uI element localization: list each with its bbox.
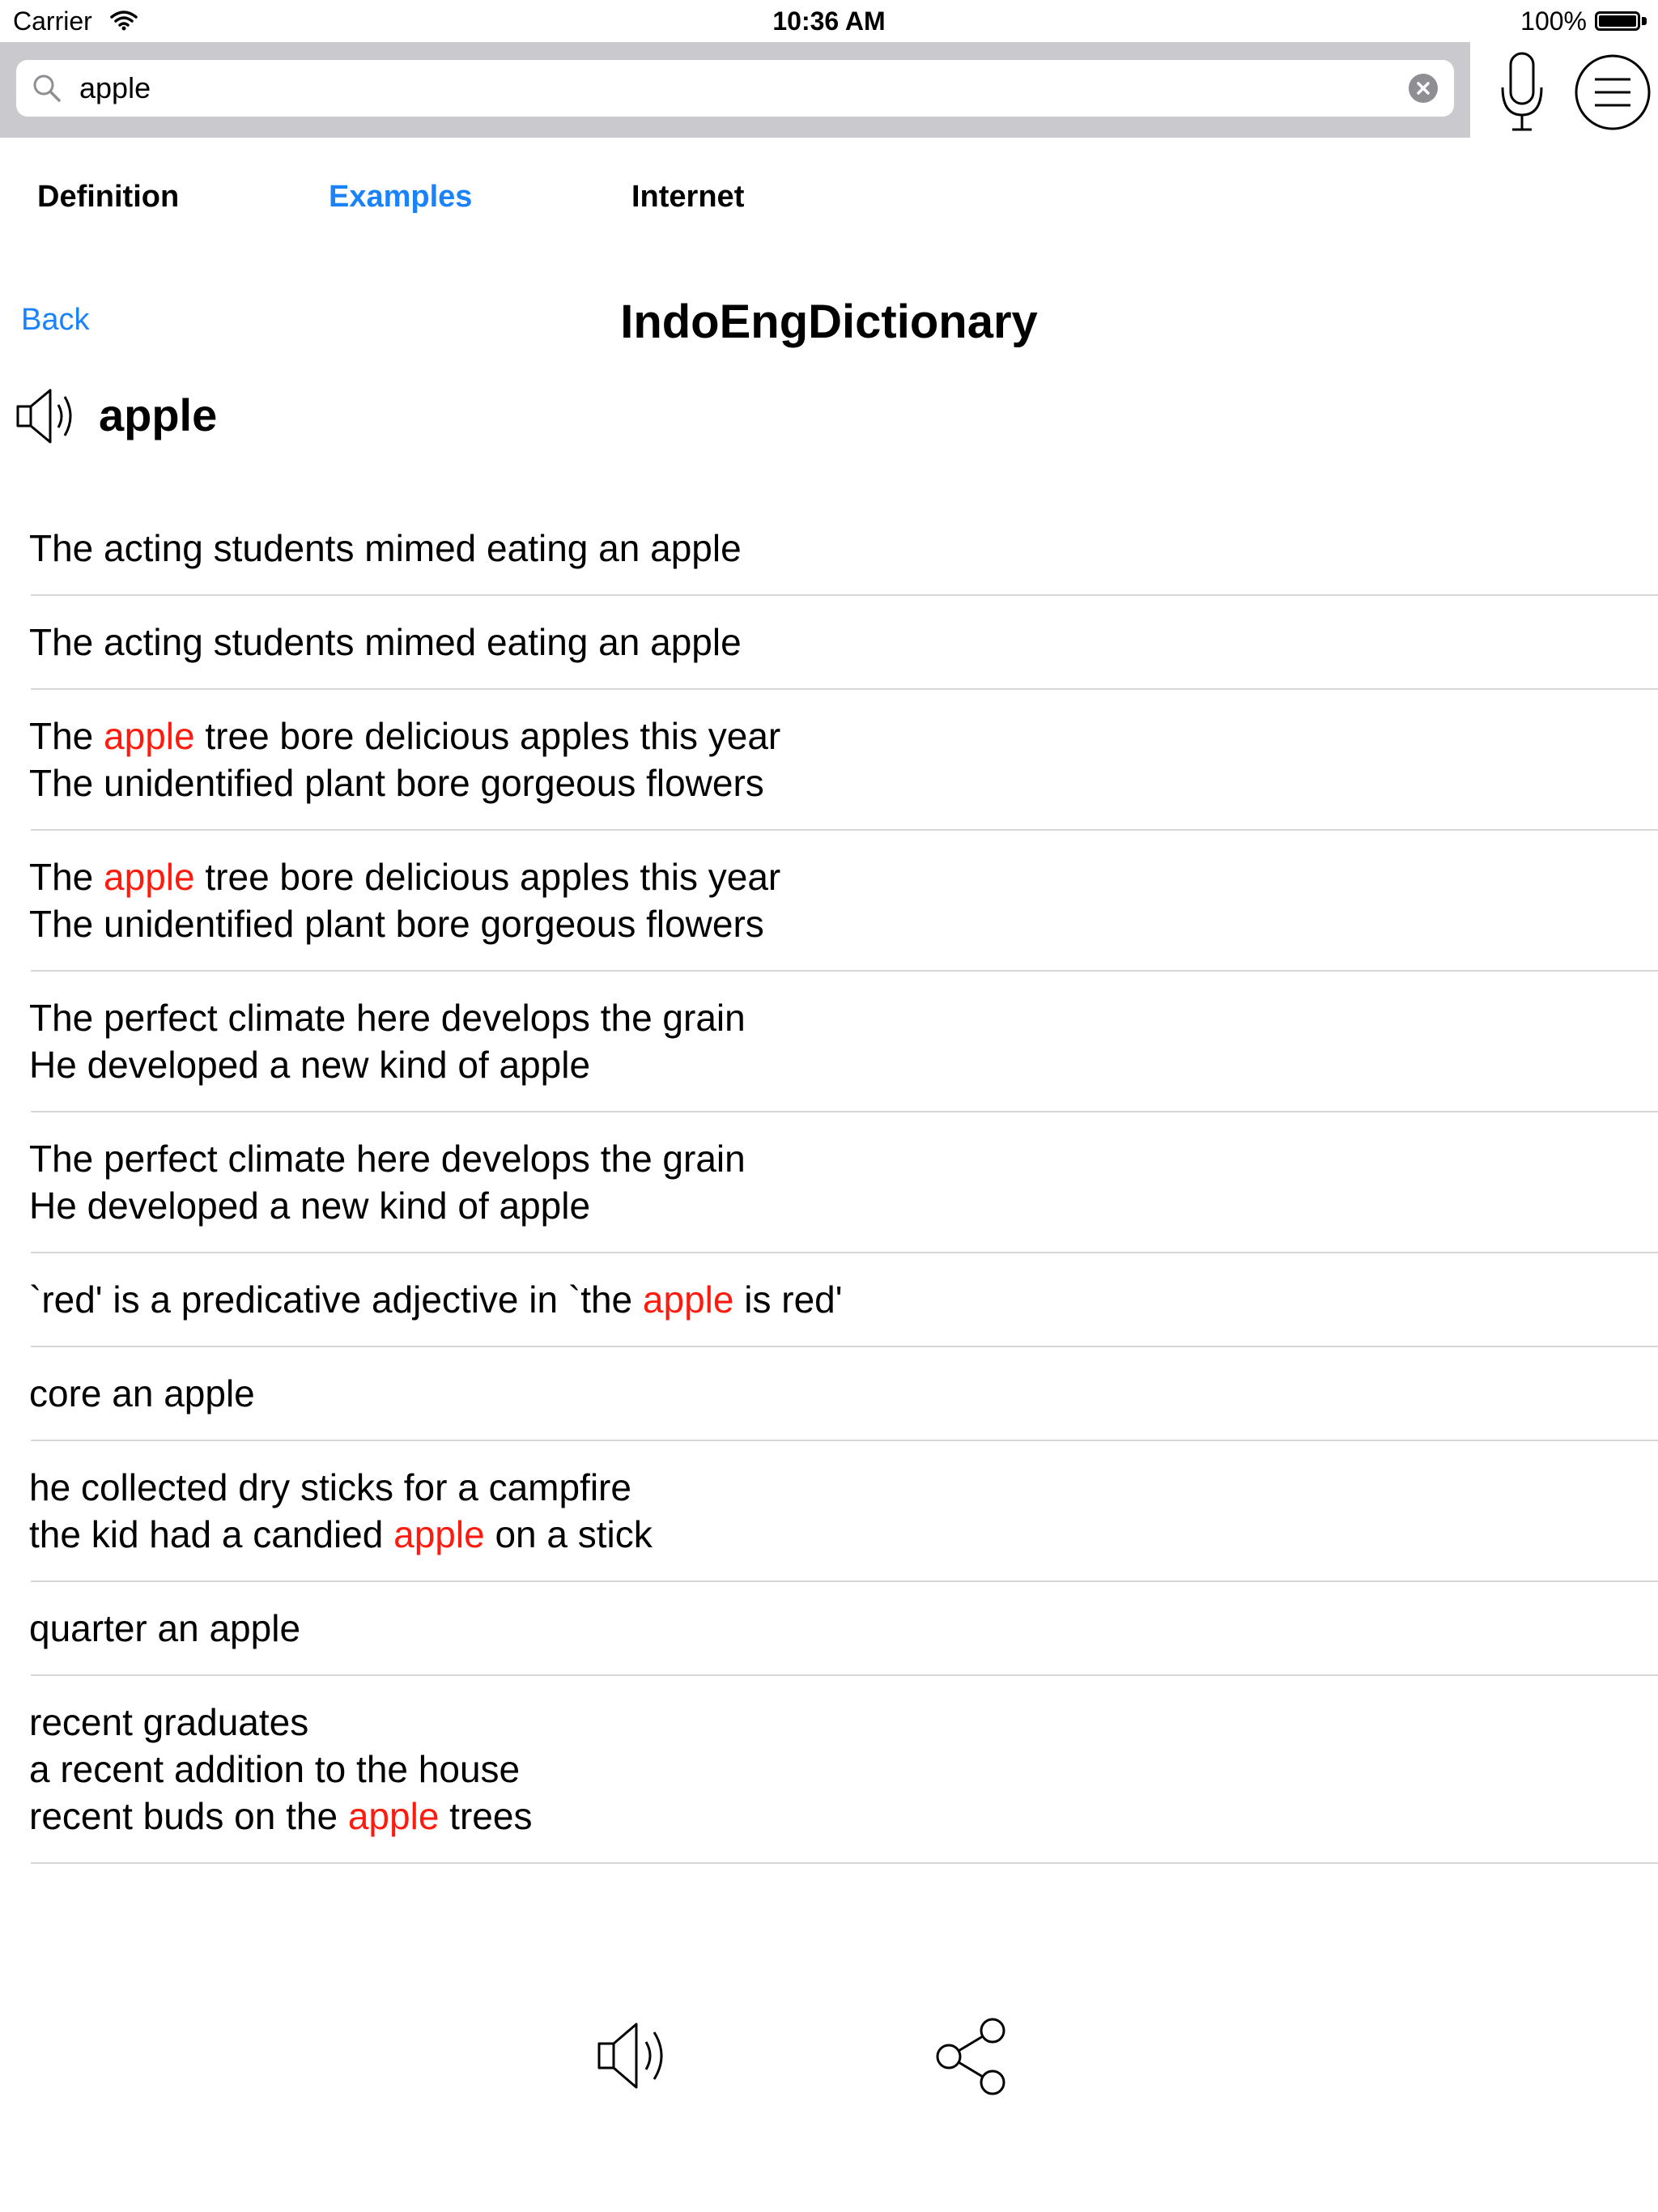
- example-line: [29, 1370, 1658, 1417]
- example-text: tree bore delicious apples this year: [194, 715, 781, 757]
- battery-tip: [1642, 17, 1647, 25]
- highlighted-word: apple: [642, 1278, 734, 1321]
- clock: 10:36 AM: [772, 6, 886, 36]
- example-text: core an apple: [29, 1372, 255, 1414]
- speaker-icon[interactable]: [15, 385, 86, 451]
- example-text: is red': [733, 1278, 843, 1321]
- example-text: The unidentified plant bore gorgeous flowers: [29, 762, 764, 804]
- status-bar: [0, 0, 1658, 42]
- example-text: a recent addition to the house: [29, 1748, 521, 1790]
- example-row[interactable]: [31, 596, 1658, 690]
- highlighted-word: apple: [104, 856, 195, 898]
- example-line: [29, 1041, 1658, 1088]
- example-row[interactable]: [31, 1347, 1658, 1441]
- example-text: The perfect climate here develops the grain: [29, 997, 746, 1039]
- microphone-icon: [1496, 52, 1548, 133]
- example-row[interactable]: [31, 1253, 1658, 1347]
- example-line: [29, 1699, 1658, 1746]
- menu-button[interactable]: [1574, 53, 1652, 131]
- example-line: [29, 853, 1658, 900]
- example-line: [29, 619, 1658, 666]
- hamburger-menu-icon: [1574, 53, 1652, 131]
- example-line: [29, 1605, 1658, 1652]
- example-row[interactable]: [31, 1441, 1658, 1582]
- example-text: recent graduates: [29, 1701, 309, 1743]
- example-text: he collected dry sticks for a campfire: [29, 1466, 631, 1508]
- example-text: The: [29, 715, 104, 757]
- tab-definition[interactable]: Definition: [37, 180, 180, 214]
- example-text: on a stick: [484, 1513, 653, 1555]
- example-row[interactable]: [31, 1582, 1658, 1676]
- example-line: [29, 713, 1658, 759]
- example-text: The acting students mimed eating an apple: [29, 621, 742, 663]
- search-bar: [0, 42, 1470, 138]
- example-row[interactable]: [31, 972, 1658, 1112]
- example-line: [29, 1182, 1658, 1229]
- example-row[interactable]: [31, 502, 1658, 596]
- microphone-button[interactable]: [1496, 52, 1548, 133]
- examples-list: [0, 502, 1658, 2006]
- example-text: The perfect climate here develops the grain: [29, 1138, 746, 1180]
- example-line: [29, 1135, 1658, 1182]
- battery-icon: [1595, 11, 1640, 31]
- example-text: The acting students mimed eating an apple: [29, 527, 742, 569]
- example-text: The: [29, 856, 104, 898]
- example-text: He developed a new kind of apple: [29, 1044, 591, 1086]
- back-button[interactable]: Back: [21, 303, 90, 337]
- tab-internet[interactable]: Internet: [631, 180, 745, 214]
- highlighted-word: apple: [347, 1795, 440, 1837]
- example-row[interactable]: [31, 690, 1658, 831]
- tab-bar: [0, 170, 1658, 227]
- example-line: [29, 994, 1658, 1041]
- highlighted-word: apple: [393, 1513, 485, 1555]
- example-text: quarter an apple: [29, 1607, 301, 1649]
- headword: apple: [99, 389, 218, 440]
- clear-icon[interactable]: [1409, 74, 1438, 103]
- example-text: The unidentified plant bore gorgeous flowers: [29, 903, 764, 945]
- search-field[interactable]: [16, 60, 1454, 117]
- example-text: tree bore delicious apples this year: [194, 856, 781, 898]
- share-icon[interactable]: [933, 2016, 1010, 2101]
- example-line: [29, 900, 1658, 947]
- example-text: He developed a new kind of apple: [29, 1185, 591, 1227]
- example-row[interactable]: [31, 1112, 1658, 1253]
- search-input[interactable]: [79, 66, 1375, 110]
- example-text: `red' is a predicative adjective in `the: [29, 1278, 643, 1321]
- example-line: [29, 1793, 1658, 1840]
- example-text: recent buds on the: [29, 1795, 348, 1837]
- example-line: [29, 525, 1658, 572]
- navigation-bar: [0, 285, 1658, 363]
- example-line: [29, 1511, 1658, 1558]
- highlighted-word: apple: [104, 715, 195, 757]
- example-text: the kid had a candied: [29, 1513, 394, 1555]
- example-line: [29, 759, 1658, 806]
- example-row[interactable]: [31, 831, 1658, 972]
- tab-examples[interactable]: Examples: [329, 180, 473, 214]
- bottom-toolbar: [0, 2006, 1658, 2212]
- carrier-label: Carrier: [13, 6, 92, 36]
- battery-percent: 100%: [1520, 6, 1587, 36]
- page-title: IndoEngDictionary: [620, 296, 1038, 348]
- example-line: [29, 1464, 1658, 1511]
- example-text: trees: [439, 1795, 533, 1837]
- speaker-play-icon[interactable]: [596, 2019, 680, 2096]
- example-row[interactable]: [31, 1676, 1658, 1864]
- search-icon: [31, 72, 63, 108]
- example-line: [29, 1276, 1658, 1323]
- example-line: [29, 1746, 1658, 1793]
